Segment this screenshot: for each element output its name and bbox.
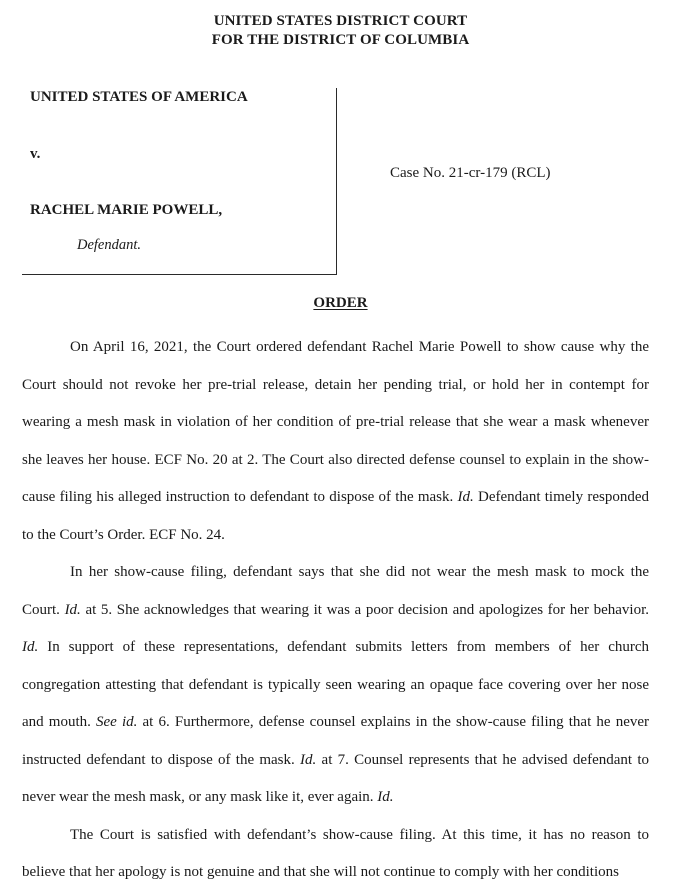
defendant-name: RACHEL MARIE POWELL, [30,202,223,218]
document-title [0,294,681,312]
court-name-line-2: FOR THE DISTRICT OF COLUMBIA [211,32,470,48]
paragraph-text: On April 16, 2021, the Court ordered defendant Rachel Marie Powell to show cause why the Court should not revoke her pre-trial release, detain her pending trial, or hold her in contempt for wearing a mesh mask in violation of her condition of pre-trial release that she wear a mask whenever she leaves her house. ECF No. 20 at 2. The Court also directed defense counsel to explain in the show-cause filing his alleged instruction to defendant to dispose of the mask. [22,339,649,505]
paragraph-text: In support of these representations, defendant submits letters from members of her church congregation attesting that defendant is typically seen wearing an opaque face covering over her nose and mouth. [22,639,649,730]
case-caption-box [22,88,337,275]
order-body [22,329,649,892]
paragraph-3 [22,817,649,892]
paragraph-text: The Court is satisfied with defendant’s show-cause filing. At this time, it has no reason to believe that her apology is not genuine and that she will not continue to comply with her conditions [22,826,649,880]
citation-text: Id. [300,751,317,768]
paragraph-text: at 6. Furthermore, defense counsel explains in the show-cause filing that he never instructed defendant to dispose of the mask. [22,714,649,768]
plaintiff-name: UNITED STATES OF AMERICA [30,89,248,105]
paragraph-1 [22,329,649,554]
paragraph-text: at 5. She acknowledges that wearing it was a poor decision and apologizes for her behavior. [80,601,650,618]
paragraph-text: In her show-cause filing, defendant says that she did not wear the mesh mask to mock the Court. [22,564,649,618]
versus-label: v. [30,146,41,162]
case-number: Case No. 21-cr-179 (RCL) [390,165,551,181]
citation-text: Id. [64,601,81,618]
court-name-line-1: UNITED STATES DISTRICT COURT [213,13,468,29]
paragraph-2 [22,554,649,817]
paragraph-text: at 7. Counsel represents that he advised defendant to never wear the mesh mask, or any mask like it, ever again. [22,751,650,805]
citation-text: Id. [457,489,474,505]
document-title-text: ORDER [313,295,368,311]
defendant-label: Defendant. [77,237,142,253]
citation-text: See id. [96,714,138,730]
citation-text: Id. [22,639,39,655]
paragraph-text: Defendant timely responded to the Court’s Order. ECF No. 24. [22,489,649,543]
citation-text: Id. [377,789,394,805]
